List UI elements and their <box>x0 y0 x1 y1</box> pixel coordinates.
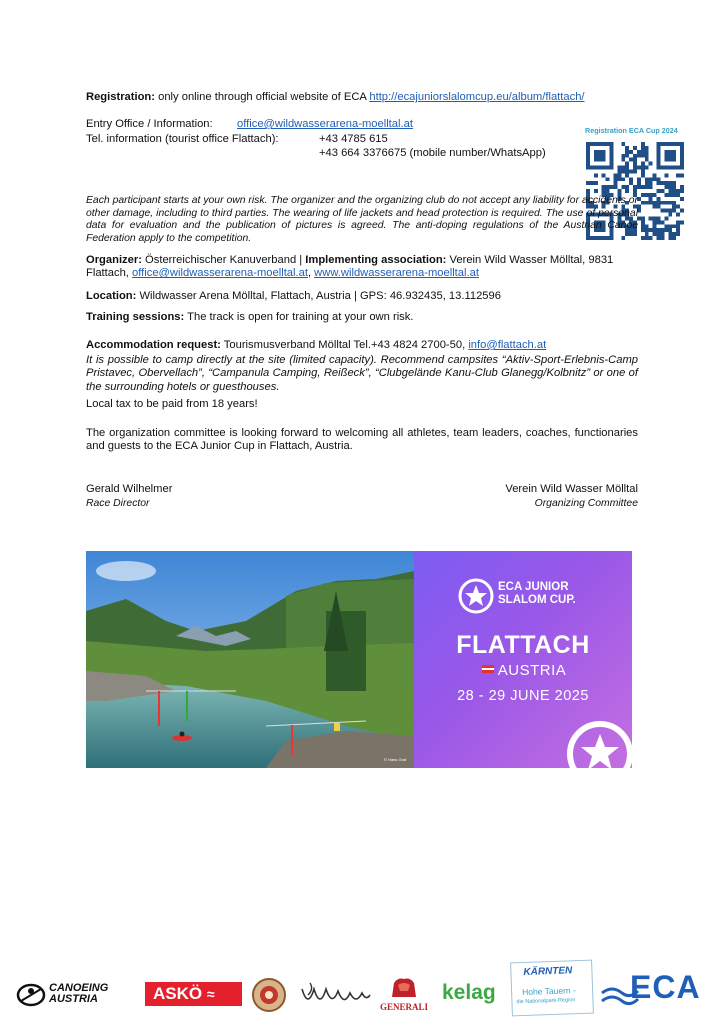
generali-word: GENERALI <box>379 1002 428 1012</box>
austria-word: AUSTRIA <box>49 993 98 1005</box>
hohe-tauern-text: Hohe Tauern - <box>521 985 576 998</box>
event-banner <box>414 551 632 768</box>
canoeing-word: CANOEING <box>49 982 109 994</box>
registration-line <box>86 91 585 104</box>
organizer-website[interactable]: www.wildwasserarena-moelltal.at <box>314 267 479 280</box>
organizer-block <box>86 254 638 281</box>
banner-brand-line2: SLALOM CUP. <box>498 594 576 606</box>
nationalpark-text: die Nationalpark-Region <box>516 997 576 1006</box>
asko-swoosh-icon: ≈ <box>206 986 215 1002</box>
kaernten-word: KÄRNTEN <box>523 965 573 978</box>
organizer-separator: , <box>307 267 315 280</box>
banner-city: FLATTACH <box>456 631 590 659</box>
eca-star-watermark-icon <box>564 716 632 768</box>
river-photo <box>86 551 414 768</box>
training-line <box>86 311 413 324</box>
signature-left-role: Race Director <box>86 498 150 509</box>
training-text: The track is open for training at your own risk. <box>184 311 414 323</box>
kaernten-logo <box>510 960 594 1017</box>
accommodation-email[interactable]: info@flattach.at <box>468 339 547 351</box>
signature-right-name: Verein Wild Wasser Mölltal <box>505 483 638 495</box>
entry-office-email[interactable]: office@wildwasserarena-moelltal.at <box>237 118 413 130</box>
registration-link[interactable]: http://ecajuniorslalomcup.eu/album/flattach/ <box>369 91 585 103</box>
asko-logo <box>145 982 242 1006</box>
club-emblem-icon <box>249 977 289 1013</box>
kelag-logo: kelag <box>442 981 496 1004</box>
banner-brand-line1: ECA JUNIOR <box>498 581 569 593</box>
location-text: Wildwasser Arena Mölltal, Flattach, Austria | GPS: 46.932435, 13.112596 <box>136 290 501 302</box>
signature-right-role: Organizing Committee <box>534 498 638 509</box>
tel-number-1: +43 4785 615 <box>319 133 388 145</box>
accommodation-details: It is possible to camp directly at the site (limited capacity). Recommend campsites “Aktiv-Sport-Erlebnis-Camp Pristavec, Obervellach”, “Campanula Camping, Reißeck”, “Clubgelände Kanu-Club Glanegg/Kolbnitz” or one of the surrounding hotels or guesthouses. <box>86 354 638 393</box>
closing-paragraph: The organization committee is looking forward to welcoming all athletes, team leaders, coaches, functionaries and guests to the ECA Junior Cup in Flattach, Austria. <box>86 427 638 453</box>
generali-lion-icon <box>388 975 420 1001</box>
registration-text: only online through official website of ECA <box>155 91 370 103</box>
eca-logo <box>600 969 712 1017</box>
sponsor-logos <box>0 955 724 1024</box>
tel-label: Tel. information (tourist office Flattach): <box>86 133 279 145</box>
canoeist-icon <box>16 983 46 1007</box>
tel-number-2: +43 664 3376675 (mobile number/WhatsApp) <box>319 147 546 159</box>
implementing-label: Implementing association: <box>305 254 447 266</box>
local-tax: Local tax to be paid from 18 years! <box>86 398 258 410</box>
river-landscape-image <box>86 551 414 768</box>
training-label: Training sessions: <box>86 311 185 323</box>
canoeing-austria-logo <box>16 981 134 1009</box>
entry-office-label: Entry Office / Information: <box>86 118 213 130</box>
signature-left-name: Gerald Wilhelmer <box>86 483 173 495</box>
organizer-email[interactable]: office@wildwasserarena-moelltal.at <box>132 267 308 280</box>
accommodation-line <box>86 339 546 352</box>
registration-label: Registration: <box>86 91 155 103</box>
banner-brand <box>498 581 576 607</box>
organizer-city: Flattach, <box>86 267 133 280</box>
banner-dates: 28 - 29 JUNE 2025 <box>457 688 589 704</box>
eca-word: ECA <box>630 969 701 1005</box>
banner-country: AUSTRIA <box>497 662 567 679</box>
photo-credit: © Hans Graf <box>384 757 407 762</box>
organizer-label: Organizer: <box>86 254 142 266</box>
wild-wasser-signature-logo <box>300 979 372 1011</box>
asko-word: ASKÖ <box>153 984 203 1003</box>
implementing-text: Verein Wild Wasser Mölltal, 9831 <box>446 254 614 266</box>
location-line <box>86 290 501 303</box>
accommodation-label: Accommodation request: <box>86 339 221 351</box>
eca-star-logo-icon <box>458 578 494 614</box>
disclaimer: Each participant starts at your own risk. The organizer and the organizing club do not accept any liability for accidents or other damage, including to third parties. The wearing of life jackets and head protection is required. The use of personal data for evaluation and the publication of pictures is agreed. The anti-doping regulations of the Austrian Canoe Federation apply to the competition. <box>86 195 638 244</box>
qr-title: Registration ECA Cup 2024 <box>585 126 678 135</box>
accommodation-text: Tourismusverband Mölltal Tel.+43 4824 2700-50, <box>220 339 469 351</box>
generali-logo <box>378 975 430 1015</box>
organizer-name: Österreichischer Kanuverband | <box>141 254 306 266</box>
location-label: Location: <box>86 290 137 302</box>
